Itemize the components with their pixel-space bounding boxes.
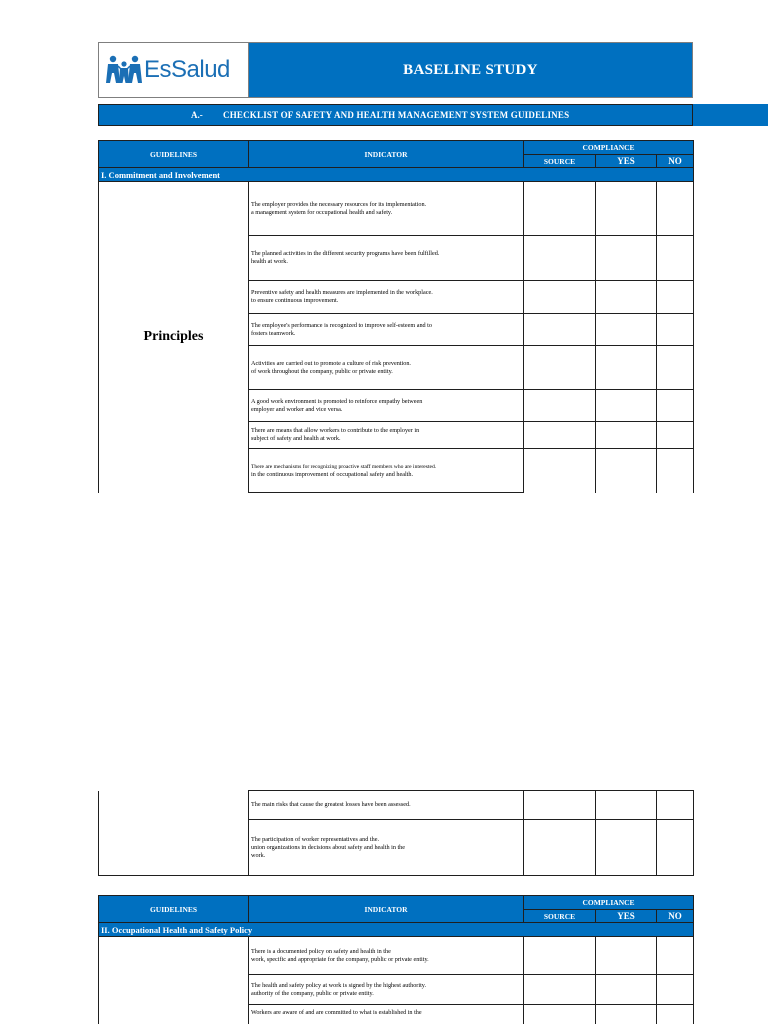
indicator-cell: A good work environment is promoted to reinforce empathy between employer and worker and vice versa. [249, 390, 524, 422]
yes-cell[interactable] [596, 182, 657, 236]
no-cell[interactable] [657, 820, 694, 876]
source-cell[interactable] [524, 820, 596, 876]
essalud-logo [99, 43, 249, 97]
no-cell[interactable] [657, 390, 694, 422]
source-cell[interactable] [524, 182, 596, 236]
no-cell[interactable] [657, 236, 694, 281]
yes-cell[interactable] [596, 390, 657, 422]
indicator-cell: The main risks that cause the greatest losses have been assessed. [249, 791, 524, 820]
indicator-cell: There is a documented policy on safety and health in the work, specific and appropriate for the company, public or private entity. [249, 937, 524, 975]
source-cell[interactable] [524, 390, 596, 422]
yes-cell[interactable] [596, 236, 657, 281]
guidelines-table-1 [98, 140, 694, 493]
guidelines-table-continuation [98, 790, 694, 876]
column-header-source: SOURCE [524, 910, 596, 923]
source-cell[interactable] [524, 791, 596, 820]
source-cell[interactable] [524, 422, 596, 449]
yes-cell[interactable] [596, 820, 657, 876]
indicator-cell: The employee's performance is recognized to improve self-esteem and to fosters teamwork. [249, 314, 524, 346]
yes-cell[interactable] [596, 314, 657, 346]
source-cell[interactable] [524, 449, 596, 493]
indicator-cell: Preventive safety and health measures are implemented in the workplace. to ensure continuous improvement. [249, 281, 524, 314]
yes-cell[interactable] [596, 791, 657, 820]
indicator-cell: There are mechanisms for recognizing proactive staff members who are interested. in the continuous improvement of occupational safety and health. [249, 449, 524, 493]
indicator-cell: The planned activities in the different security programs have been fulfilled. health at work. [249, 236, 524, 281]
no-cell[interactable] [657, 975, 694, 1005]
yes-cell[interactable] [596, 975, 657, 1005]
section-title-commitment: I. Commitment and Involvement [99, 168, 694, 182]
column-header-compliance: COMPLIANCE [524, 896, 694, 910]
document-header [98, 42, 693, 98]
no-cell[interactable] [657, 182, 694, 236]
yes-cell[interactable] [596, 937, 657, 975]
no-cell[interactable] [657, 422, 694, 449]
source-cell[interactable] [524, 346, 596, 390]
no-cell[interactable] [657, 937, 694, 975]
column-header-no: NO [657, 910, 694, 923]
checklist-title-bar [98, 104, 693, 126]
indicator-cell: Workers are aware of and are committed to what is established in the [249, 1005, 524, 1024]
checklist-title: CHECKLIST OF SAFETY AND HEALTH MANAGEMENT SYSTEM GUIDELINES [223, 110, 570, 120]
indicator-cell: The participation of worker representatives and the. union organizations in decisions about safety and health in the work. [249, 820, 524, 876]
no-cell[interactable] [657, 314, 694, 346]
column-header-source: SOURCE [524, 155, 596, 168]
indicator-cell: Activities are carried out to promote a culture of risk prevention. of work throughout the company, public or private entity. [249, 346, 524, 390]
yes-cell[interactable] [596, 449, 657, 493]
no-cell[interactable] [657, 449, 694, 493]
no-cell[interactable] [657, 346, 694, 390]
source-cell[interactable] [524, 314, 596, 346]
source-cell[interactable] [524, 281, 596, 314]
yes-cell[interactable] [596, 422, 657, 449]
guideline-principles-continued [99, 791, 249, 876]
section-title-policy: II. Occupational Health and Safety Policy [99, 923, 694, 937]
no-cell[interactable] [657, 791, 694, 820]
decorative-strip [693, 104, 768, 126]
column-header-compliance: COMPLIANCE [524, 141, 694, 155]
column-header-indicator: INDICATOR [249, 896, 524, 923]
guideline-principles: Principles [99, 182, 249, 493]
indicator-cell: The employer provides the necessary resources for its implementation. a management system for occupational health and safety. [249, 182, 524, 236]
yes-cell[interactable] [596, 346, 657, 390]
family-logo-icon [105, 55, 143, 85]
checklist-number: A.- [191, 110, 203, 120]
indicator-cell: There are means that allow workers to contribute to the employer in subject of safety and health at work. [249, 422, 524, 449]
column-header-no: NO [657, 155, 694, 168]
column-header-indicator: INDICATOR [249, 141, 524, 168]
column-header-guidelines: GUIDELINES [99, 896, 249, 923]
source-cell[interactable] [524, 236, 596, 281]
indicator-cell: The health and safety policy at work is signed by the highest authority. authority of the company, public or private entity. [249, 975, 524, 1005]
column-header-guidelines: GUIDELINES [99, 141, 249, 168]
no-cell[interactable] [657, 281, 694, 314]
no-cell[interactable] [657, 1005, 694, 1024]
column-header-yes: YES [596, 155, 657, 168]
page-title: BASELINE STUDY [249, 43, 692, 97]
source-cell[interactable] [524, 1005, 596, 1024]
guidelines-table-2 [98, 895, 694, 1024]
column-header-yes: YES [596, 910, 657, 923]
guideline-policy [99, 937, 249, 1024]
yes-cell[interactable] [596, 281, 657, 314]
source-cell[interactable] [524, 937, 596, 975]
yes-cell[interactable] [596, 1005, 657, 1024]
source-cell[interactable] [524, 975, 596, 1005]
logo-text: EsSalud [144, 56, 230, 83]
